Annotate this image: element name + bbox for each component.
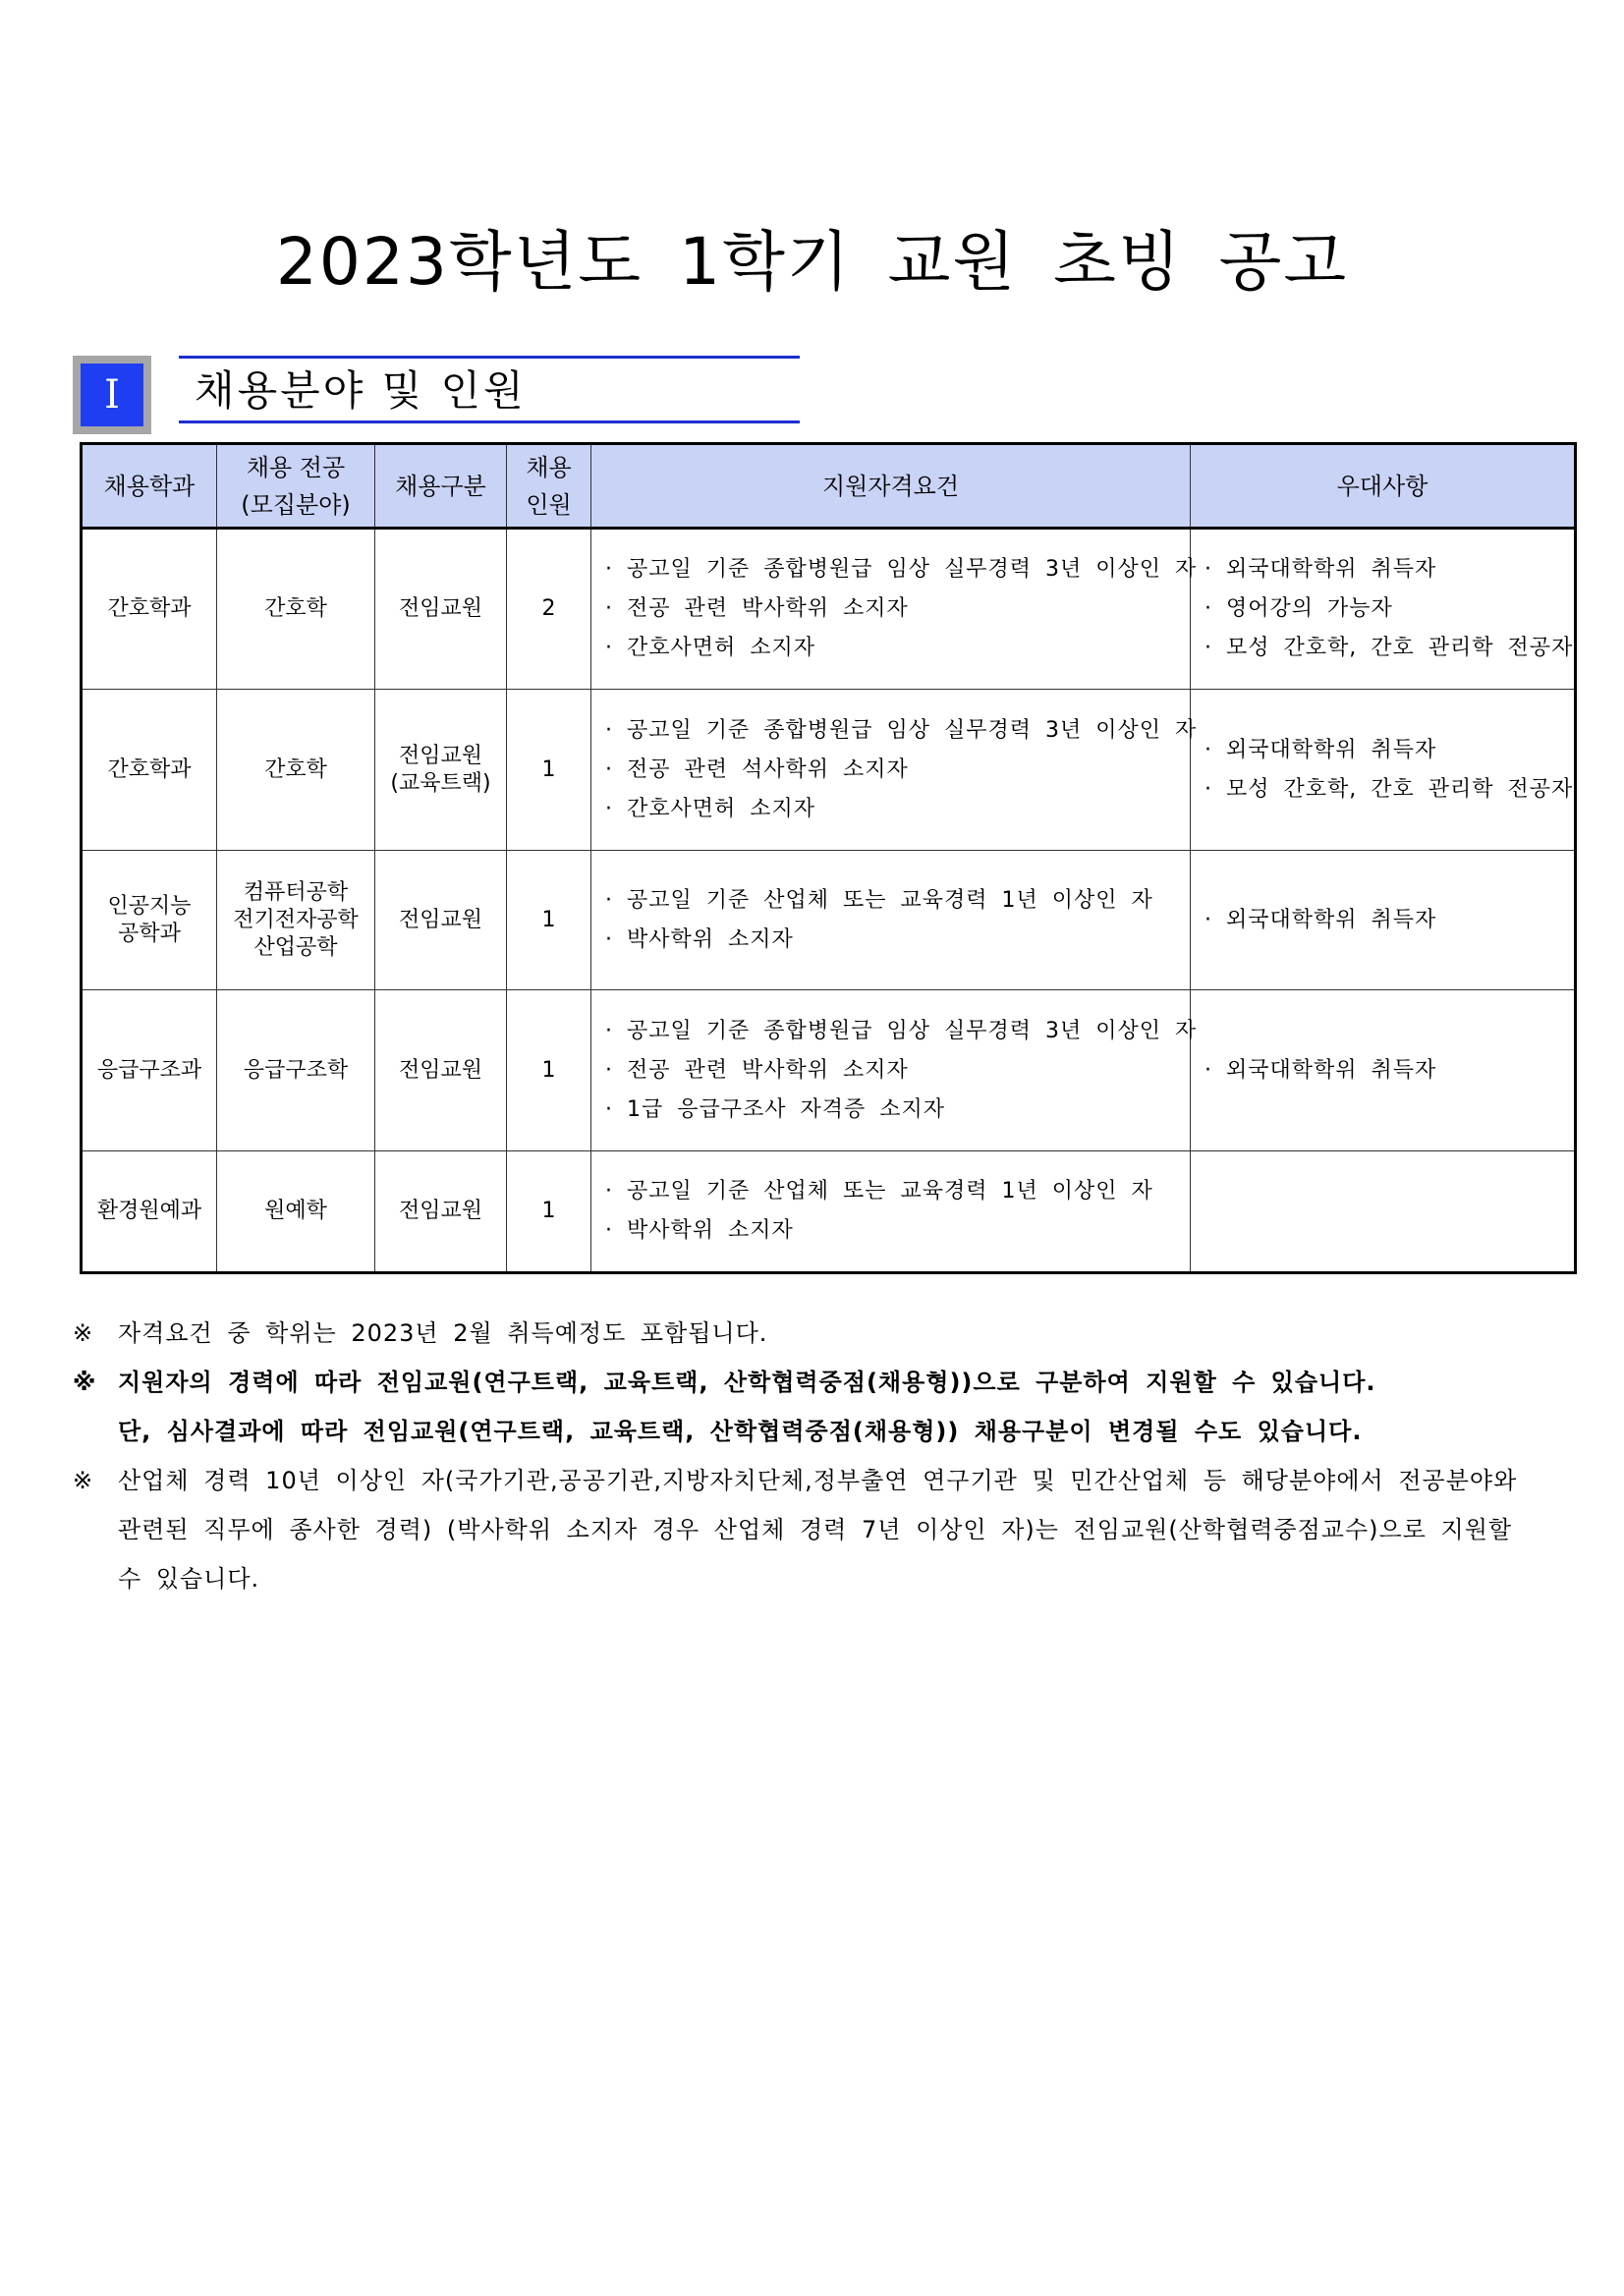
note-track — [73, 1358, 1566, 1456]
list-item: · 공고일 기준 산업체 또는 교육경력 1년 이상인 자 — [605, 1179, 1153, 1204]
cell-qualification — [591, 1151, 1191, 1273]
list-item: · 1급 응급구조사 자격증 소지자 — [605, 1096, 945, 1122]
cell-dept: 간호학과 — [82, 690, 217, 851]
list-item: · 모성 간호학, 간호 관리학 전공자 — [1204, 776, 1574, 802]
list-item: · 공고일 기준 종합병원급 임상 실무경력 3년 이상인 자 — [605, 717, 1198, 743]
list-item: · 간호사면허 소지자 — [605, 796, 815, 821]
note-mark: ※ — [73, 1319, 94, 1347]
note-text: 자격요건 중 학위는 2023년 2월 취득예정도 포함됩니다. — [118, 1319, 768, 1347]
cell-major: 간호학 — [217, 529, 375, 690]
cell-type: 전임교원 — [375, 529, 507, 690]
cell-preference — [1191, 690, 1576, 851]
list-item: · 박사학위 소지자 — [605, 926, 794, 952]
cell-preference — [1191, 990, 1576, 1151]
section-number: I — [81, 364, 143, 426]
page-title: 2023학년도 1학기 교원 초빙 공고 — [275, 224, 1349, 300]
section-rule-bottom — [179, 420, 800, 423]
cell-major: 간호학 — [217, 690, 375, 851]
list-item: · 공고일 기준 종합병원급 임상 실무경력 3년 이상인 자 — [605, 557, 1198, 582]
list-item: · 공고일 기준 산업체 또는 교육경력 1년 이상인 자 — [605, 887, 1153, 913]
header-type: 채용구분 — [375, 444, 507, 529]
list-item: · 모성 간호학, 간호 관리학 전공자 — [1204, 636, 1574, 660]
cell-type: 전임교원 (교육트랙) — [375, 690, 507, 851]
recruitment-table — [80, 442, 1577, 1274]
list-item: · 외국대학학위 취득자 — [1204, 737, 1437, 762]
list-item: · 전공 관련 박사학위 소지자 — [605, 596, 909, 621]
note-text-cont: 단, 심사결과에 따라 전임교원(연구트랙, 교육트랙, 산학협력중점(채용형)) 채용구분이 변경될 수도 있습니다. — [118, 1418, 1363, 1445]
header-preference: 우대사항 — [1191, 444, 1576, 529]
section-number-box — [73, 356, 151, 434]
note-text-cont: 수 있습니다. — [118, 1565, 260, 1593]
table-header-row — [82, 444, 1576, 529]
header-count — [507, 444, 591, 529]
list-item: · 외국대학학위 취득자 — [1204, 1057, 1437, 1083]
cell-type: 전임교원 — [375, 1151, 507, 1273]
cell-count: 1 — [507, 990, 591, 1151]
cell-preference — [1191, 529, 1576, 690]
header-count-line1: 채용 — [526, 453, 572, 481]
header-dept: 채용학과 — [82, 444, 217, 529]
cell-qualification — [591, 990, 1198, 1151]
cell-dept: 인공지능 공학과 — [82, 851, 217, 990]
table-row — [82, 1151, 1576, 1273]
header-major-line1: 채용 전공 — [246, 453, 346, 481]
note-text: 지원자의 경력에 따라 전임교원(연구트랙, 교육트랙, 산학협력중점(채용형))으로 구분하여 지원할 수 있습니다. — [118, 1369, 1376, 1396]
table-row — [82, 529, 1576, 690]
cell-major: 컴퓨터공학 전기전자공학 산업공학 — [217, 851, 375, 990]
section-title: 채용분야 및 인원 — [195, 366, 527, 415]
header-major-line2: (모집분야) — [241, 490, 351, 519]
header-qualification: 지원자격요건 — [591, 444, 1191, 529]
cell-count: 1 — [507, 1151, 591, 1273]
list-item: · 전공 관련 석사학위 소지자 — [605, 756, 909, 782]
section-rule-top — [179, 356, 800, 359]
list-item: · 외국대학학위 취득자 — [1204, 907, 1437, 932]
cell-type: 전임교원 — [375, 990, 507, 1151]
table-row — [82, 851, 1576, 990]
notes — [73, 1309, 1566, 1603]
cell-dept: 응급구조과 — [82, 990, 217, 1151]
header-count-line2: 인원 — [526, 490, 572, 519]
cell-major: 원예학 — [217, 1151, 375, 1273]
cell-count: 1 — [507, 851, 591, 990]
note-industry — [73, 1456, 1566, 1603]
cell-dept: 환경원예과 — [82, 1151, 217, 1273]
cell-qualification — [591, 851, 1191, 990]
note-degree — [73, 1309, 1566, 1358]
cell-qualification — [591, 529, 1198, 690]
note-text: 산업체 경력 10년 이상인 자(국가기관,공공기관,지방자치단체,정부출연 연구기관 및 민간산업체 등 해당분야에서 전공분야와 — [118, 1467, 1518, 1494]
cell-preference — [1191, 851, 1576, 990]
table-row — [82, 990, 1576, 1151]
list-item: · 공고일 기준 종합병원급 임상 실무경력 3년 이상인 자 — [605, 1018, 1198, 1043]
cell-dept: 간호학과 — [82, 529, 217, 690]
cell-count: 1 — [507, 690, 591, 851]
header-major — [217, 444, 375, 529]
cell-major: 응급구조학 — [217, 990, 375, 1151]
list-item: · 외국대학학위 취득자 — [1204, 557, 1437, 582]
cell-type: 전임교원 — [375, 851, 507, 990]
note-mark: ※ — [73, 1467, 94, 1494]
cell-count: 2 — [507, 529, 591, 690]
list-item: · 영어강의 가능자 — [1204, 596, 1393, 621]
table-row — [82, 690, 1576, 851]
cell-preference — [1191, 1151, 1576, 1273]
cell-qualification — [591, 690, 1198, 851]
list-item: · 전공 관련 박사학위 소지자 — [605, 1057, 909, 1083]
note-mark: ※ — [73, 1369, 97, 1396]
list-item: · 박사학위 소지자 — [605, 1218, 794, 1243]
note-text-cont: 관련된 직무에 종사한 경력) (박사학위 소지자 경우 산업체 경력 7년 이상인 자)는 전임교원(산학협력중점교수)으로 지원할 — [118, 1516, 1513, 1543]
list-item: · 간호사면허 소지자 — [605, 636, 815, 660]
section-header — [73, 356, 800, 432]
